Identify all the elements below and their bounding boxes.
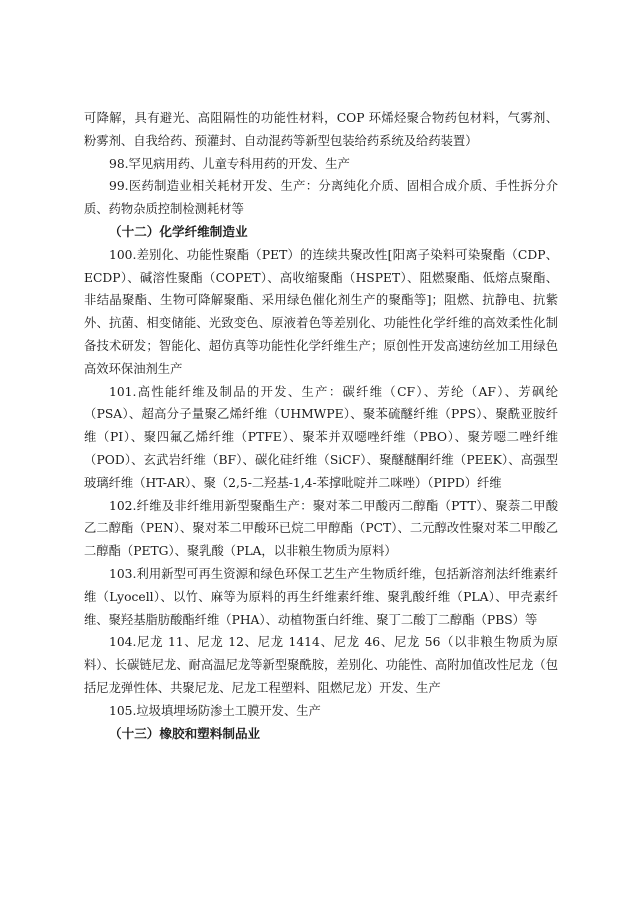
section-heading: （十二）化学纤维制造业 [109, 223, 248, 239]
paragraph: 可降解，具有避光、高阻隔性的功能性材料，COP 环烯烃聚合物药包材料，气雾剂、粉雾剂、自我给药、预灌封、自动混药等新型包装给药系统及给药装置） [84, 111, 558, 148]
paragraph: 105.垃圾填埋场防渗土工膜开发、生产 [109, 703, 321, 718]
document-body [84, 107, 558, 745]
section-heading: （十三）橡胶和塑料制品业 [109, 725, 261, 741]
paragraph: 102.纤维及非纤维用新型聚酯生产：聚对苯二甲酸丙二醇酯（PTT）、聚萘二甲酸乙二醇酯（PEN）、聚对苯二甲酸环已烷二甲醇酯（PCT）、二元醇改性聚对苯二甲酸乙二醇酯（PETG）、聚乳酸（PLA，以非粮生物质为原料） [84, 498, 558, 559]
paragraph: 103.利用新型可再生资源和绿色环保工艺生产生物质纤维，包括新溶剂法纤维素纤维（Lyocell）、以竹、麻等为原料的再生纤维素纤维、聚乳酸纤维（PLA）、甲壳素纤维、聚羟基脂肪酸酯纤维（PHA）、动植物蛋白纤维、聚丁二酸丁二醇酯（PBS）等 [84, 566, 558, 627]
paragraph: 98.罕见病用药、儿童专科用药的开发、生产 [109, 156, 350, 171]
paragraph: 104.尼龙 11、尼龙 12、尼龙 1414、尼龙 46、尼龙 56（以非粮生物质为原料）、长碳链尼龙、耐高温尼龙等新型聚酰胺，差别化、功能性、高附加值改性尼龙（包括尼龙弹性体、共聚尼龙、尼龙工程塑料、阻燃尼龙）开发、生产 [84, 635, 558, 695]
paragraph: 99.医药制造业相关耗材开发、生产：分离纯化介质、固相合成介质、手性拆分介质、药物杂质控制检测耗材等 [84, 179, 558, 217]
paragraph: 100.差别化、功能性聚酯（PET）的连续共聚改性[阳离子染料可染聚酯（CDP、ECDP）、碱溶性聚酯（COPET）、高收缩聚酯（HSPET）、阻燃聚酯、低熔点聚酯、非结晶聚酯、生物可降解聚酯、采用绿色催化剂生产的聚酯等]；阻燃、抗静电、抗紫外、抗菌、相变储能、光致变色、原液着色等差别化、功能性化学纤维的高效柔性化制备技术研发；智能化、超仿真等功能性化学纤维生产；原创性开发高速纺丝加工用绿色高效环保油剂生产 [84, 247, 558, 376]
paragraph: 101.高性能纤维及制品的开发、生产：碳纤维（CF）、芳纶（AF）、芳砜纶（PSA）、超高分子量聚乙烯纤维（UHMWPE）、聚苯硫醚纤维（PPS）、聚酰亚胺纤维（PI）、聚四氟乙烯纤维（PTFE）、聚苯并双噁唑纤维（PBO）、聚芳噁二唑纤维（POD）、玄武岩纤维（BF）、碳化硅纤维（SiCF）、聚醚醚酮纤维（PEEK）、高强型玻璃纤维（HT-AR）、聚（2,5-二羟基-1,4-苯撑吡啶并二咪唑）（PIPD）纤维 [84, 384, 558, 490]
